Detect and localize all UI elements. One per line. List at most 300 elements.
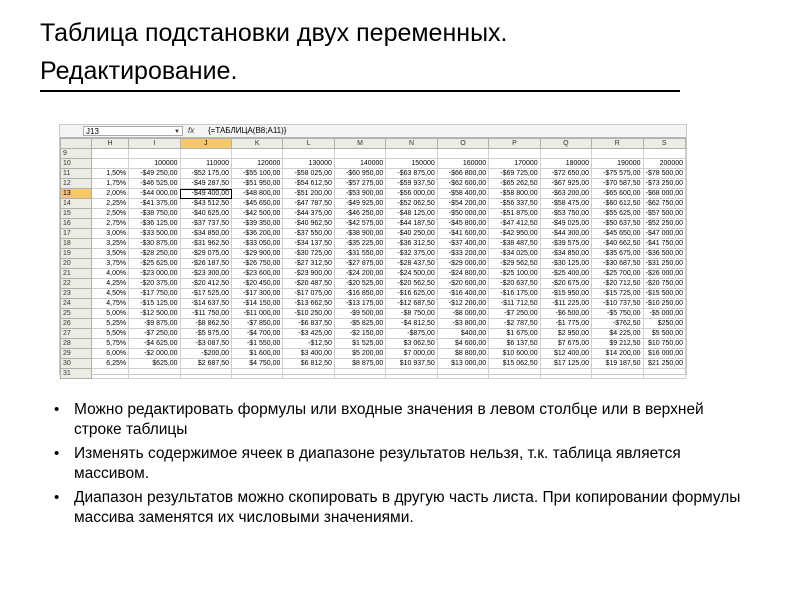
chevron-down-icon[interactable]: ▼ bbox=[174, 129, 180, 135]
table-cell[interactable]: 180000 bbox=[540, 159, 591, 169]
table-cell[interactable]: $8 800,00 bbox=[437, 349, 488, 359]
table-cell[interactable]: 2,25% bbox=[91, 199, 128, 209]
table-cell[interactable]: -$40 625,00 bbox=[180, 209, 231, 219]
table-cell[interactable]: -$15 950,00 bbox=[540, 289, 591, 299]
table-cell[interactable]: -$51 200,00 bbox=[283, 189, 334, 199]
table-cell[interactable]: $3 400,00 bbox=[283, 349, 334, 359]
table-cell[interactable]: -$23 000,00 bbox=[129, 269, 180, 279]
row-header[interactable]: 18 bbox=[61, 239, 92, 249]
table-cell[interactable]: -$69 725,00 bbox=[489, 169, 540, 179]
table-cell[interactable]: -$16 175,00 bbox=[489, 289, 540, 299]
table-cell[interactable]: 100000 bbox=[129, 159, 180, 169]
table-cell[interactable]: $3 062,50 bbox=[386, 339, 437, 349]
table-cell[interactable]: $8 875,00 bbox=[334, 359, 385, 369]
table-cell[interactable]: 3,75% bbox=[91, 259, 128, 269]
row-header[interactable]: 19 bbox=[61, 249, 92, 259]
table-cell[interactable]: -$15 500,00 bbox=[643, 289, 686, 299]
table-cell[interactable]: -$39 575,00 bbox=[540, 239, 591, 249]
table-cell[interactable]: -$2 787,50 bbox=[489, 319, 540, 329]
table-cell[interactable]: -$49 287,50 bbox=[180, 179, 231, 189]
table-cell[interactable]: -$11 225,00 bbox=[540, 299, 591, 309]
table-cell[interactable]: -$47 412,50 bbox=[489, 219, 540, 229]
table-cell[interactable]: -$5 975,00 bbox=[180, 329, 231, 339]
table-cell[interactable]: -$75 575,00 bbox=[592, 169, 643, 179]
table-cell[interactable]: 2,50% bbox=[91, 209, 128, 219]
table-cell[interactable]: -$30 125,00 bbox=[540, 259, 591, 269]
table-cell[interactable]: -$55 100,00 bbox=[232, 169, 283, 179]
table-cell[interactable]: 5,25% bbox=[91, 319, 128, 329]
table-cell[interactable]: -$57 275,00 bbox=[334, 179, 385, 189]
table-cell[interactable]: $19 187,50 bbox=[592, 359, 643, 369]
table-cell[interactable] bbox=[334, 369, 385, 379]
column-header[interactable]: H bbox=[91, 139, 128, 149]
table-cell[interactable]: -$39 350,00 bbox=[232, 219, 283, 229]
table-cell[interactable]: -$45 650,00 bbox=[232, 199, 283, 209]
column-header[interactable]: O bbox=[437, 139, 488, 149]
table-cell[interactable]: -$31 962,50 bbox=[180, 239, 231, 249]
table-cell[interactable]: -$35 675,00 bbox=[592, 249, 643, 259]
table-cell[interactable]: -$25 100,00 bbox=[489, 269, 540, 279]
table-cell[interactable]: $7 675,00 bbox=[540, 339, 591, 349]
table-cell[interactable]: -$3 425,00 bbox=[283, 329, 334, 339]
row-header[interactable]: 29 bbox=[61, 349, 92, 359]
table-cell[interactable]: -$68 000,00 bbox=[643, 189, 686, 199]
table-cell[interactable]: $4 225,00 bbox=[592, 329, 643, 339]
table-cell[interactable]: -$63 200,00 bbox=[540, 189, 591, 199]
table-cell[interactable]: -$62 600,00 bbox=[437, 179, 488, 189]
table-cell[interactable]: -$67 925,00 bbox=[540, 179, 591, 189]
table-cell[interactable]: $400,00 bbox=[437, 329, 488, 339]
table-cell[interactable]: 170000 bbox=[489, 159, 540, 169]
table-cell[interactable] bbox=[643, 369, 686, 379]
table-cell[interactable]: -$58 025,00 bbox=[283, 169, 334, 179]
table-cell[interactable]: -$48 800,00 bbox=[232, 189, 283, 199]
table-cell[interactable]: -$11 000,00 bbox=[232, 309, 283, 319]
table-cell[interactable]: -$38 900,00 bbox=[334, 229, 385, 239]
table-cell[interactable] bbox=[489, 149, 540, 159]
row-header[interactable]: 30 bbox=[61, 359, 92, 369]
table-cell[interactable]: $6 137,50 bbox=[489, 339, 540, 349]
table-cell[interactable]: -$37 550,00 bbox=[283, 229, 334, 239]
table-cell[interactable]: -$46 250,00 bbox=[334, 209, 385, 219]
row-header[interactable]: 11 bbox=[61, 169, 92, 179]
table-cell[interactable]: -$11 750,00 bbox=[180, 309, 231, 319]
table-cell[interactable]: -$30 725,00 bbox=[283, 249, 334, 259]
row-header[interactable]: 12 bbox=[61, 179, 92, 189]
column-header[interactable]: J bbox=[180, 139, 231, 149]
table-cell[interactable]: -$20 562,50 bbox=[386, 279, 437, 289]
table-cell[interactable]: 160000 bbox=[437, 159, 488, 169]
table-cell[interactable]: -$35 225,00 bbox=[334, 239, 385, 249]
table-cell[interactable]: -$20 712,50 bbox=[592, 279, 643, 289]
table-cell[interactable]: -$52 062,50 bbox=[386, 199, 437, 209]
table-cell[interactable] bbox=[489, 369, 540, 379]
table-cell[interactable]: 5,75% bbox=[91, 339, 128, 349]
table-cell[interactable]: -$12 200,00 bbox=[437, 299, 488, 309]
table-cell[interactable] bbox=[592, 369, 643, 379]
table-cell[interactable]: -$24 500,00 bbox=[386, 269, 437, 279]
table-cell[interactable]: 3,25% bbox=[91, 239, 128, 249]
table-cell[interactable]: -$58 475,00 bbox=[540, 199, 591, 209]
table-cell[interactable]: -$20 525,00 bbox=[334, 279, 385, 289]
table-cell[interactable]: -$10 250,00 bbox=[283, 309, 334, 319]
table-cell[interactable]: -$53 750,00 bbox=[540, 209, 591, 219]
table-cell[interactable]: -$66 800,00 bbox=[437, 169, 488, 179]
table-cell[interactable]: -$58 800,00 bbox=[489, 189, 540, 199]
table-cell[interactable]: $4 600,00 bbox=[437, 339, 488, 349]
table-cell[interactable]: -$44 300,00 bbox=[540, 229, 591, 239]
table-cell[interactable]: -$17 525,00 bbox=[180, 289, 231, 299]
table-cell[interactable]: 200000 bbox=[643, 159, 686, 169]
table-cell[interactable]: -$56 000,00 bbox=[386, 189, 437, 199]
table-cell[interactable]: 3,50% bbox=[91, 249, 128, 259]
table-cell[interactable]: -$54 200,00 bbox=[437, 199, 488, 209]
table-cell[interactable]: $1 600,00 bbox=[232, 349, 283, 359]
table-cell[interactable]: -$54 612,50 bbox=[283, 179, 334, 189]
row-header[interactable]: 14 bbox=[61, 199, 92, 209]
table-cell[interactable]: -$10 250,00 bbox=[643, 299, 686, 309]
table-cell[interactable]: -$53 900,00 bbox=[334, 189, 385, 199]
table-cell[interactable]: 4,50% bbox=[91, 289, 128, 299]
table-cell[interactable]: -$65 600,00 bbox=[592, 189, 643, 199]
name-box[interactable] bbox=[83, 126, 183, 136]
table-cell[interactable]: -$25 625,00 bbox=[129, 259, 180, 269]
table-cell[interactable]: -$31 250,00 bbox=[643, 259, 686, 269]
table-cell[interactable]: -$26 187,50 bbox=[180, 259, 231, 269]
column-header[interactable]: M bbox=[334, 139, 385, 149]
table-cell[interactable]: -$3 087,50 bbox=[180, 339, 231, 349]
table-cell[interactable]: -$28 250,00 bbox=[129, 249, 180, 259]
table-cell[interactable]: $250,00 bbox=[643, 319, 686, 329]
table-cell[interactable]: -$20 600,00 bbox=[437, 279, 488, 289]
table-cell[interactable]: -$8 750,00 bbox=[386, 309, 437, 319]
table-cell[interactable]: -$47 787,50 bbox=[283, 199, 334, 209]
table-cell[interactable]: -$8 000,00 bbox=[437, 309, 488, 319]
table-cell[interactable]: -$12,50 bbox=[283, 339, 334, 349]
table-cell[interactable]: -$30 687,50 bbox=[592, 259, 643, 269]
table-cell[interactable] bbox=[129, 369, 180, 379]
row-header[interactable]: 16 bbox=[61, 219, 92, 229]
table-cell[interactable]: -$13 662,50 bbox=[283, 299, 334, 309]
row-header[interactable]: 25 bbox=[61, 309, 92, 319]
table-cell[interactable] bbox=[437, 149, 488, 159]
table-cell[interactable] bbox=[334, 149, 385, 159]
table-cell[interactable]: $4 750,00 bbox=[232, 359, 283, 369]
table-cell[interactable]: -$16 850,00 bbox=[334, 289, 385, 299]
table-cell[interactable]: $17 125,00 bbox=[540, 359, 591, 369]
table-cell[interactable]: $5 500,00 bbox=[643, 329, 686, 339]
table-cell[interactable]: 4,75% bbox=[91, 299, 128, 309]
table-cell[interactable]: 5,00% bbox=[91, 309, 128, 319]
table-cell[interactable]: -$15 125,00 bbox=[129, 299, 180, 309]
column-header[interactable]: K bbox=[232, 139, 283, 149]
table-cell[interactable]: -$14 637,50 bbox=[180, 299, 231, 309]
table-cell[interactable]: 3,00% bbox=[91, 229, 128, 239]
table-cell[interactable]: -$44 000,00 bbox=[129, 189, 180, 199]
table-cell[interactable]: -$30 875,00 bbox=[129, 239, 180, 249]
table-cell[interactable]: $625,00 bbox=[129, 359, 180, 369]
column-header[interactable]: I bbox=[129, 139, 180, 149]
table-cell[interactable]: $2 950,00 bbox=[540, 329, 591, 339]
table-cell[interactable]: -$40 662,50 bbox=[592, 239, 643, 249]
table-cell[interactable]: 6,00% bbox=[91, 349, 128, 359]
table-cell[interactable]: -$200,00 bbox=[180, 349, 231, 359]
table-cell[interactable]: -$62 750,00 bbox=[643, 199, 686, 209]
table-cell[interactable]: $21 250,00 bbox=[643, 359, 686, 369]
table-cell[interactable] bbox=[643, 149, 686, 159]
table-cell[interactable]: -$38 750,00 bbox=[129, 209, 180, 219]
table-cell[interactable] bbox=[540, 149, 591, 159]
table-cell[interactable] bbox=[592, 149, 643, 159]
table-cell[interactable]: -$44 187,50 bbox=[386, 219, 437, 229]
table-cell[interactable]: $16 000,00 bbox=[643, 349, 686, 359]
table-cell[interactable]: $2 687,50 bbox=[180, 359, 231, 369]
table-cell[interactable]: -$29 075,00 bbox=[180, 249, 231, 259]
table-cell[interactable]: -$11 712,50 bbox=[489, 299, 540, 309]
table-cell[interactable]: -$23 600,00 bbox=[232, 269, 283, 279]
table-cell[interactable]: 4,25% bbox=[91, 279, 128, 289]
table-cell[interactable]: -$43 512,50 bbox=[180, 199, 231, 209]
table-cell[interactable]: -$38 487,50 bbox=[489, 239, 540, 249]
table-cell[interactable]: -$36 500,00 bbox=[643, 249, 686, 259]
table-cell[interactable]: $10 750,00 bbox=[643, 339, 686, 349]
table-cell[interactable] bbox=[91, 149, 128, 159]
row-header[interactable]: 27 bbox=[61, 329, 92, 339]
table-cell[interactable] bbox=[386, 149, 437, 159]
table-cell[interactable]: -$41 375,00 bbox=[129, 199, 180, 209]
table-cell[interactable]: $5 200,00 bbox=[334, 349, 385, 359]
column-header[interactable]: P bbox=[489, 139, 540, 149]
column-header[interactable]: N bbox=[386, 139, 437, 149]
table-cell[interactable]: 140000 bbox=[334, 159, 385, 169]
table-cell[interactable]: -$13 175,00 bbox=[334, 299, 385, 309]
table-cell[interactable]: -$6 500,00 bbox=[540, 309, 591, 319]
table-cell[interactable]: -$29 900,00 bbox=[232, 249, 283, 259]
table-cell[interactable]: -$1 775,00 bbox=[540, 319, 591, 329]
row-header[interactable]: 17 bbox=[61, 229, 92, 239]
table-cell[interactable] bbox=[232, 149, 283, 159]
row-header[interactable]: 23 bbox=[61, 289, 92, 299]
table-cell[interactable] bbox=[283, 369, 334, 379]
fx-icon[interactable]: fx bbox=[188, 126, 195, 135]
table-cell[interactable]: -$45 800,00 bbox=[437, 219, 488, 229]
table-cell[interactable]: -$72 650,00 bbox=[540, 169, 591, 179]
table-cell[interactable]: -$44 375,00 bbox=[283, 209, 334, 219]
table-cell[interactable]: -$16 625,00 bbox=[386, 289, 437, 299]
table-cell[interactable]: 1,50% bbox=[91, 169, 128, 179]
table-cell[interactable]: -$17 750,00 bbox=[129, 289, 180, 299]
table-cell[interactable]: -$57 500,00 bbox=[643, 209, 686, 219]
table-cell[interactable]: $7 000,00 bbox=[386, 349, 437, 359]
table-cell[interactable] bbox=[180, 149, 231, 159]
table-cell[interactable]: -$9 500,00 bbox=[334, 309, 385, 319]
table-cell[interactable]: -$36 125,00 bbox=[129, 219, 180, 229]
table-cell[interactable]: -$26 000,00 bbox=[643, 269, 686, 279]
row-header[interactable]: 10 bbox=[61, 159, 92, 169]
column-header[interactable]: S bbox=[643, 139, 686, 149]
column-header[interactable]: R bbox=[592, 139, 643, 149]
table-cell[interactable]: 110000 bbox=[180, 159, 231, 169]
table-cell[interactable]: -$34 850,00 bbox=[540, 249, 591, 259]
table-cell[interactable]: -$28 437,50 bbox=[386, 259, 437, 269]
table-cell[interactable] bbox=[180, 369, 231, 379]
table-cell[interactable]: -$5 825,00 bbox=[334, 319, 385, 329]
table-cell[interactable]: -$40 250,00 bbox=[386, 229, 437, 239]
table-cell[interactable]: -$49 025,00 bbox=[540, 219, 591, 229]
table-cell[interactable]: -$46 525,00 bbox=[129, 179, 180, 189]
table-cell[interactable]: -$20 412,50 bbox=[180, 279, 231, 289]
table-cell[interactable]: 4,00% bbox=[91, 269, 128, 279]
table-cell[interactable] bbox=[91, 369, 128, 379]
row-header[interactable]: 26 bbox=[61, 319, 92, 329]
table-cell[interactable]: -$34 137,50 bbox=[283, 239, 334, 249]
table-cell[interactable]: 120000 bbox=[232, 159, 283, 169]
table-cell[interactable]: -$24 800,00 bbox=[437, 269, 488, 279]
table-cell[interactable]: -$42 575,00 bbox=[334, 219, 385, 229]
table-cell[interactable]: -$12 687,50 bbox=[386, 299, 437, 309]
table-cell[interactable]: 2,75% bbox=[91, 219, 128, 229]
table-cell[interactable]: -$6 837,50 bbox=[283, 319, 334, 329]
row-header[interactable]: 9 bbox=[61, 149, 92, 159]
table-cell[interactable]: -$20 750,00 bbox=[643, 279, 686, 289]
column-header[interactable]: L bbox=[283, 139, 334, 149]
table-cell[interactable]: -$34 025,00 bbox=[489, 249, 540, 259]
row-header[interactable]: 28 bbox=[61, 339, 92, 349]
table-cell[interactable]: -$60 612,50 bbox=[592, 199, 643, 209]
row-header[interactable]: 15 bbox=[61, 209, 92, 219]
table-cell[interactable]: -$65 262,50 bbox=[489, 179, 540, 189]
table-cell[interactable]: -$50 000,00 bbox=[437, 209, 488, 219]
select-all-corner[interactable] bbox=[61, 139, 92, 149]
table-cell[interactable]: -$36 312,50 bbox=[386, 239, 437, 249]
table-cell[interactable] bbox=[540, 369, 591, 379]
table-cell[interactable]: -$20 487,50 bbox=[283, 279, 334, 289]
table-cell[interactable]: $1 675,00 bbox=[489, 329, 540, 339]
table-cell[interactable] bbox=[129, 149, 180, 159]
table-cell[interactable]: $12 400,00 bbox=[540, 349, 591, 359]
table-cell[interactable]: -$78 500,00 bbox=[643, 169, 686, 179]
table-cell[interactable]: -$48 125,00 bbox=[386, 209, 437, 219]
table-cell[interactable]: -$4 700,00 bbox=[232, 329, 283, 339]
table-cell[interactable]: -$17 075,00 bbox=[283, 289, 334, 299]
table-cell[interactable]: -$33 050,00 bbox=[232, 239, 283, 249]
table-cell[interactable]: -$42 950,00 bbox=[489, 229, 540, 239]
table-cell[interactable]: -$26 750,00 bbox=[232, 259, 283, 269]
row-header[interactable]: 22 bbox=[61, 279, 92, 289]
table-cell[interactable]: -$36 200,00 bbox=[232, 229, 283, 239]
active-cell[interactable]: -$49 400,00 bbox=[180, 189, 231, 199]
table-cell[interactable]: -$37 400,00 bbox=[437, 239, 488, 249]
table-cell[interactable]: -$40 962,50 bbox=[283, 219, 334, 229]
table-cell[interactable]: -$31 550,00 bbox=[334, 249, 385, 259]
table-cell[interactable]: -$55 625,00 bbox=[592, 209, 643, 219]
table-cell[interactable]: -$27 875,00 bbox=[334, 259, 385, 269]
table-cell[interactable]: -$25 400,00 bbox=[540, 269, 591, 279]
row-header[interactable]: 21 bbox=[61, 269, 92, 279]
table-cell[interactable]: -$17 300,00 bbox=[232, 289, 283, 299]
table-cell[interactable]: -$70 587,50 bbox=[592, 179, 643, 189]
table-cell[interactable]: -$7 850,00 bbox=[232, 319, 283, 329]
table-cell[interactable]: -$42 500,00 bbox=[232, 209, 283, 219]
table-cell[interactable]: 190000 bbox=[592, 159, 643, 169]
table-cell[interactable]: -$20 637,50 bbox=[489, 279, 540, 289]
table-cell[interactable]: -$23 300,00 bbox=[180, 269, 231, 279]
column-header[interactable]: Q bbox=[540, 139, 591, 149]
table-cell[interactable]: -$7 250,00 bbox=[129, 329, 180, 339]
table-cell[interactable] bbox=[232, 369, 283, 379]
table-cell[interactable]: -$29 562,50 bbox=[489, 259, 540, 269]
table-cell[interactable]: -$37 737,50 bbox=[180, 219, 231, 229]
table-cell[interactable]: -$5 750,00 bbox=[592, 309, 643, 319]
table-cell[interactable]: -$73 250,00 bbox=[643, 179, 686, 189]
table-cell[interactable]: $10 600,00 bbox=[489, 349, 540, 359]
table-cell[interactable]: -$58 400,00 bbox=[437, 189, 488, 199]
row-header[interactable]: 24 bbox=[61, 299, 92, 309]
table-cell[interactable]: $10 937,50 bbox=[386, 359, 437, 369]
table-cell[interactable]: -$20 450,00 bbox=[232, 279, 283, 289]
table-cell[interactable]: -$762,50 bbox=[592, 319, 643, 329]
table-cell[interactable]: -$63 875,00 bbox=[386, 169, 437, 179]
table-cell[interactable]: -$52 250,00 bbox=[643, 219, 686, 229]
table-cell[interactable]: -$15 725,00 bbox=[592, 289, 643, 299]
table-cell[interactable]: $6 812,50 bbox=[283, 359, 334, 369]
table-cell[interactable]: -$4 625,00 bbox=[129, 339, 180, 349]
table-cell[interactable]: -$29 000,00 bbox=[437, 259, 488, 269]
table-cell[interactable]: -$23 900,00 bbox=[283, 269, 334, 279]
table-cell[interactable]: 2,00% bbox=[91, 189, 128, 199]
table-cell[interactable] bbox=[386, 369, 437, 379]
table-cell[interactable]: -$51 875,00 bbox=[489, 209, 540, 219]
table-cell[interactable]: -$7 250,00 bbox=[489, 309, 540, 319]
row-header[interactable]: 13 bbox=[61, 189, 92, 199]
table-cell[interactable]: $15 062,50 bbox=[489, 359, 540, 369]
table-cell[interactable]: -$41 750,00 bbox=[643, 239, 686, 249]
table-cell[interactable]: -$1 550,00 bbox=[232, 339, 283, 349]
table-cell[interactable]: 6,25% bbox=[91, 359, 128, 369]
table-cell[interactable]: -$20 375,00 bbox=[129, 279, 180, 289]
row-header[interactable]: 31 bbox=[61, 369, 92, 379]
table-cell[interactable]: -$45 650,00 bbox=[592, 229, 643, 239]
table-cell[interactable]: -$47 000,00 bbox=[643, 229, 686, 239]
table-cell[interactable]: -$20 675,00 bbox=[540, 279, 591, 289]
table-cell[interactable]: $1 525,00 bbox=[334, 339, 385, 349]
table-cell[interactable] bbox=[91, 159, 128, 169]
table-cell[interactable] bbox=[437, 369, 488, 379]
table-cell[interactable]: -$41 600,00 bbox=[437, 229, 488, 239]
table-cell[interactable]: -$8 862,50 bbox=[180, 319, 231, 329]
table-cell[interactable]: -$10 737,50 bbox=[592, 299, 643, 309]
table-cell[interactable]: -$4 812,50 bbox=[386, 319, 437, 329]
table-cell[interactable]: -$56 337,50 bbox=[489, 199, 540, 209]
table-cell[interactable]: $13 000,00 bbox=[437, 359, 488, 369]
table-cell[interactable]: -$59 937,50 bbox=[386, 179, 437, 189]
table-cell[interactable]: -$9 875,00 bbox=[129, 319, 180, 329]
table-cell[interactable]: $9 212,50 bbox=[592, 339, 643, 349]
table-cell[interactable]: -$50 637,50 bbox=[592, 219, 643, 229]
table-cell[interactable]: -$49 925,00 bbox=[334, 199, 385, 209]
table-cell[interactable]: 1,75% bbox=[91, 179, 128, 189]
table-cell[interactable]: -$49 250,00 bbox=[129, 169, 180, 179]
table-cell[interactable]: -$16 400,00 bbox=[437, 289, 488, 299]
table-cell[interactable]: -$33 500,00 bbox=[129, 229, 180, 239]
table-cell[interactable] bbox=[283, 149, 334, 159]
table-cell[interactable]: -$24 200,00 bbox=[334, 269, 385, 279]
table-cell[interactable]: 5,50% bbox=[91, 329, 128, 339]
table-cell[interactable]: -$3 800,00 bbox=[437, 319, 488, 329]
table-cell[interactable]: -$12 500,00 bbox=[129, 309, 180, 319]
table-cell[interactable]: $14 200,00 bbox=[592, 349, 643, 359]
table-cell[interactable]: 150000 bbox=[386, 159, 437, 169]
